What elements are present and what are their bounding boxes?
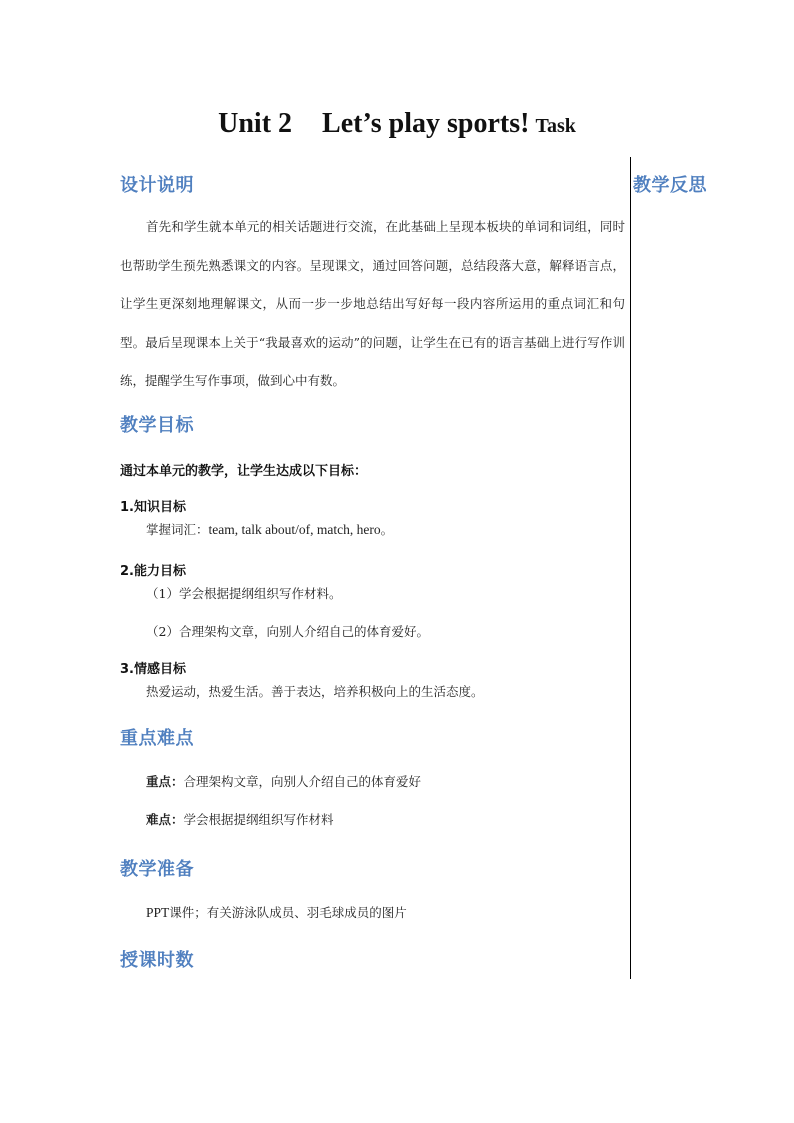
reflection-heading: 教学反思 (633, 175, 707, 196)
ability-item-1: （1）学会根据提纲组织写作材料。 (146, 586, 342, 601)
keypoints-heading: 重点难点 (120, 728, 194, 749)
knowledge-words: team, talk about/of, match, hero (208, 522, 381, 537)
title-lesson: Let’s play sports! (322, 108, 530, 139)
knowledge-title: 1.知识目标 (120, 500, 186, 515)
title-sub: Task (535, 115, 576, 137)
ability-item-2: （2）合理架构文章，向别人介绍自己的体育爱好。 (146, 624, 429, 639)
difficulty-text: 学会根据提纲组织写作材料 (183, 812, 334, 827)
knowledge-line (146, 520, 393, 538)
title-unit: Unit 2 (218, 108, 293, 139)
emotion-title: 3.情感目标 (120, 662, 186, 677)
emotion-text: 热爱运动，热爱生活。善于表达，培养积极向上的生活态度。 (146, 684, 484, 699)
hours-heading: 授课时数 (120, 950, 194, 971)
key-point-line (146, 772, 421, 790)
difficulty-label: 难点： (146, 812, 184, 827)
prep-ppt: PPT (146, 905, 170, 920)
knowledge-prefix: 掌握词汇： (146, 522, 209, 537)
ability-title: 2.能力目标 (120, 564, 186, 579)
design-heading: 设计说明 (120, 175, 194, 196)
design-paragraph: 首先和学生就本单元的相关话题进行交流，在此基础上呈现本板块的单词和词组，同时也帮助学生预先熟悉课文的内容。呈现课文，通过回答问题，总结段落大意，解释语言点，让学生更深刻地理解课文，从而一步一步地总结出写好每一段内容所运用的重点词汇和句型。最后呈现课本上关于“我最喜欢的运动”的问题，让学生在已有的语言基础上进行写作训练，提醒学生写作事项，做到心中有数。 (120, 219, 625, 388)
key-label: 重点： (146, 774, 184, 789)
prep-text: 课件；有关游泳队成员、羽毛球成员的图片 (169, 905, 407, 920)
goals-intro: 通过本单元的教学，让学生达成以下目标： (120, 464, 368, 479)
page-title (0, 108, 794, 140)
key-text: 合理架构文章，向别人介绍自己的体育爱好 (183, 774, 422, 789)
knowledge-end: 。 (380, 522, 394, 537)
difficulty-line (146, 810, 334, 828)
goals-heading: 教学目标 (120, 415, 194, 436)
prep-text-line (146, 903, 407, 921)
prep-heading: 教学准备 (120, 859, 194, 880)
column-divider (630, 157, 631, 979)
